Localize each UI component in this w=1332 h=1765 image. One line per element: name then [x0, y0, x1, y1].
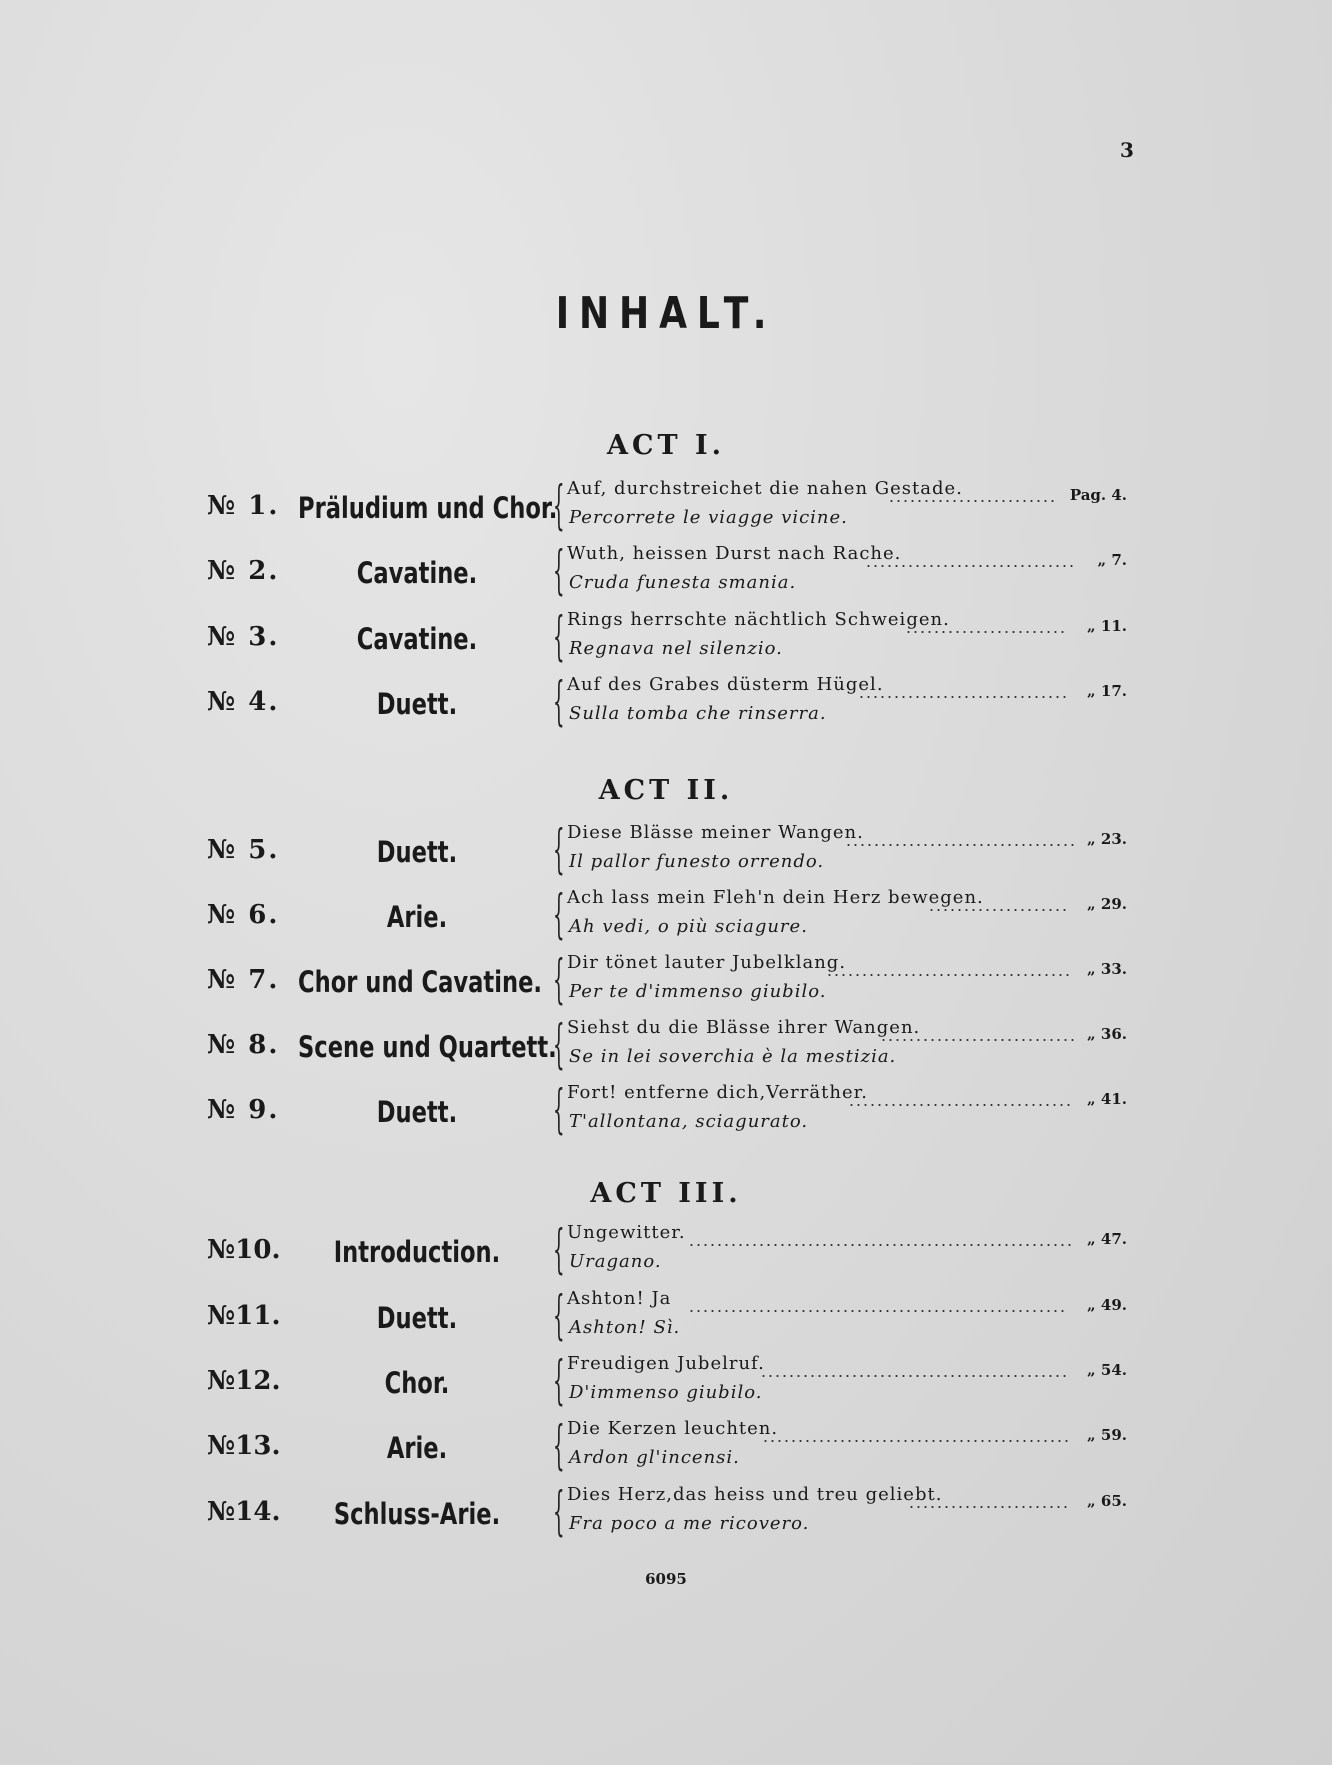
entry-italian-title: Ah vedi, o più sciagure. — [569, 916, 808, 937]
entry-german-title: Fort! entferne dich,Verräther. — [567, 1082, 868, 1103]
entry-piece: Duett. — [376, 687, 458, 721]
entry-german-title: Auf, durchstreichet die nahen Gestade. — [567, 478, 963, 499]
act-heading: ACT II. — [598, 775, 734, 806]
entry-page: „ 54. — [1087, 1361, 1127, 1379]
contents-entry — [0, 822, 1332, 882]
brace-icon: { — [553, 607, 565, 667]
entry-page: „ 7. — [1097, 551, 1127, 569]
entry-italian-title: Ashton! Sì. — [569, 1317, 681, 1338]
entry-piece: Cavatine. — [356, 622, 478, 656]
dot-leader — [865, 565, 1075, 567]
brace-icon: { — [553, 950, 565, 1010]
entry-german-title: Dir tönet lauter Jubelklang. — [567, 952, 847, 973]
contents-entry — [0, 1484, 1332, 1544]
brace-icon: { — [553, 1080, 565, 1140]
entry-italian-title: Sulla tomba che rinserra. — [569, 703, 827, 724]
brace-icon: { — [553, 1220, 565, 1280]
entry-page: „ 47. — [1087, 1230, 1127, 1248]
entry-number: № 6. — [207, 900, 280, 930]
entry-piece: Arie. — [386, 1431, 448, 1465]
brace-icon: { — [553, 1286, 565, 1346]
entry-italian-title: Per te d'immenso giubilo. — [569, 981, 827, 1002]
entry-page: „ 59. — [1087, 1426, 1127, 1444]
entry-italian-title: Se in lei soverchia è la mestizia. — [569, 1046, 897, 1067]
entry-page: „ 49. — [1087, 1296, 1127, 1314]
entry-number: № 8. — [207, 1030, 280, 1060]
entry-german-title: Siehst du die Blässe ihrer Wangen. — [567, 1017, 921, 1038]
entry-piece: Duett. — [376, 1301, 458, 1335]
entry-page: „ 17. — [1087, 682, 1127, 700]
entry-number: №13. — [207, 1431, 281, 1461]
entry-page: „ 33. — [1087, 960, 1127, 978]
entry-page: „ 23. — [1087, 830, 1127, 848]
entry-italian-title: Cruda funesta smania. — [569, 572, 797, 593]
entry-number: №14. — [207, 1497, 281, 1527]
entry-piece: Scene und Quartett. — [298, 1030, 557, 1064]
entry-german-title: Diese Blässe meiner Wangen. — [567, 822, 864, 843]
brace-icon: { — [553, 476, 565, 536]
entry-italian-title: Fra poco a me ricovero. — [569, 1513, 810, 1534]
entry-italian-title: Percorrete le viagge vicine. — [569, 507, 848, 528]
dot-leader — [760, 1375, 1068, 1377]
contents-entry — [0, 1222, 1332, 1282]
contents-entry — [0, 952, 1332, 1012]
entry-piece: Schluss-Arie. — [333, 1497, 501, 1531]
entry-italian-title: T'allontana, sciagurato. — [569, 1111, 809, 1132]
contents-entry — [0, 609, 1332, 669]
act-heading: ACT I. — [607, 430, 725, 461]
brace-icon: { — [553, 1482, 565, 1542]
dot-leader — [858, 696, 1068, 698]
entry-german-title: Die Kerzen leuchten. — [567, 1418, 779, 1439]
entry-page: „ 65. — [1087, 1492, 1127, 1510]
contents-entry — [0, 674, 1332, 734]
entry-number: № 5. — [207, 835, 280, 865]
dot-leader — [688, 1244, 1073, 1246]
brace-icon: { — [553, 541, 565, 601]
contents-entry — [0, 887, 1332, 947]
entry-page: Pag. 4. — [1069, 486, 1127, 504]
entry-german-title: Ungewitter. — [567, 1222, 686, 1243]
dot-leader — [762, 1440, 1068, 1442]
entry-piece: Chor und Cavatine. — [298, 965, 543, 999]
entry-piece: Introduction. — [333, 1235, 501, 1269]
entry-german-title: Freudigen Jubelruf. — [567, 1353, 765, 1374]
dot-leader — [888, 500, 1058, 502]
entry-italian-title: D'immenso giubilo. — [569, 1382, 763, 1403]
dot-leader — [905, 631, 1065, 633]
plate-number: 6095 — [645, 1570, 687, 1588]
entry-german-title: Ashton! Ja — [567, 1288, 672, 1309]
dot-leader — [848, 1104, 1073, 1106]
brace-icon: { — [553, 672, 565, 732]
brace-icon: { — [553, 885, 565, 945]
entry-german-title: Ach lass mein Fleh'n dein Herz bewegen. — [567, 887, 984, 908]
act-heading: ACT III. — [590, 1178, 742, 1209]
entry-piece: Chor. — [384, 1366, 450, 1400]
entry-number: № 1. — [207, 491, 280, 521]
entry-piece: Duett. — [376, 835, 458, 869]
dot-leader — [928, 909, 1068, 911]
contents-entry — [0, 1288, 1332, 1348]
entry-german-title: Dies Herz,das heiss und treu geliebt. — [567, 1484, 943, 1505]
entry-piece: Duett. — [376, 1095, 458, 1129]
entry-number: №12. — [207, 1366, 281, 1396]
entry-german-title: Wuth, heissen Durst nach Rache. — [567, 543, 902, 564]
entry-piece: Präludium und Chor. — [298, 491, 558, 525]
dot-leader — [880, 1039, 1075, 1041]
dot-leader — [688, 1310, 1068, 1312]
entry-page: „ 41. — [1087, 1090, 1127, 1108]
dot-leader — [826, 974, 1071, 976]
entry-number: № 9. — [207, 1095, 280, 1125]
entry-number: № 3. — [207, 622, 280, 652]
entry-italian-title: Regnava nel silenzio. — [569, 638, 783, 659]
contents-entry — [0, 1017, 1332, 1077]
contents-entry — [0, 1082, 1332, 1142]
entry-piece: Arie. — [386, 900, 448, 934]
entry-italian-title: Il pallor funesto orrendo. — [569, 851, 825, 872]
entry-number: № 4. — [207, 687, 280, 717]
entry-italian-title: Uragano. — [569, 1251, 662, 1272]
entry-german-title: Rings herrschte nächtlich Schweigen. — [567, 609, 950, 630]
contents-entry — [0, 478, 1332, 538]
entry-number: №10. — [207, 1235, 281, 1265]
entry-page: „ 29. — [1087, 895, 1127, 913]
brace-icon: { — [553, 820, 565, 880]
dot-leader — [908, 1506, 1068, 1508]
contents-entry — [0, 1418, 1332, 1478]
entry-number: № 7. — [207, 965, 280, 995]
entry-italian-title: Ardon gl'incensi. — [569, 1447, 740, 1468]
page-number: 3 — [1120, 138, 1134, 162]
brace-icon: { — [553, 1015, 565, 1075]
entry-number: №11. — [207, 1301, 281, 1331]
contents-entry — [0, 543, 1332, 603]
brace-icon: { — [553, 1416, 565, 1476]
entry-german-title: Auf des Grabes düsterm Hügel. — [567, 674, 884, 695]
brace-icon: { — [553, 1351, 565, 1411]
entry-page: „ 11. — [1087, 617, 1127, 635]
entry-number: № 2. — [207, 556, 280, 586]
page-title: INHALT. — [555, 288, 777, 339]
entry-piece: Cavatine. — [356, 556, 478, 590]
dot-leader — [845, 844, 1075, 846]
contents-entry — [0, 1353, 1332, 1413]
entry-page: „ 36. — [1087, 1025, 1127, 1043]
